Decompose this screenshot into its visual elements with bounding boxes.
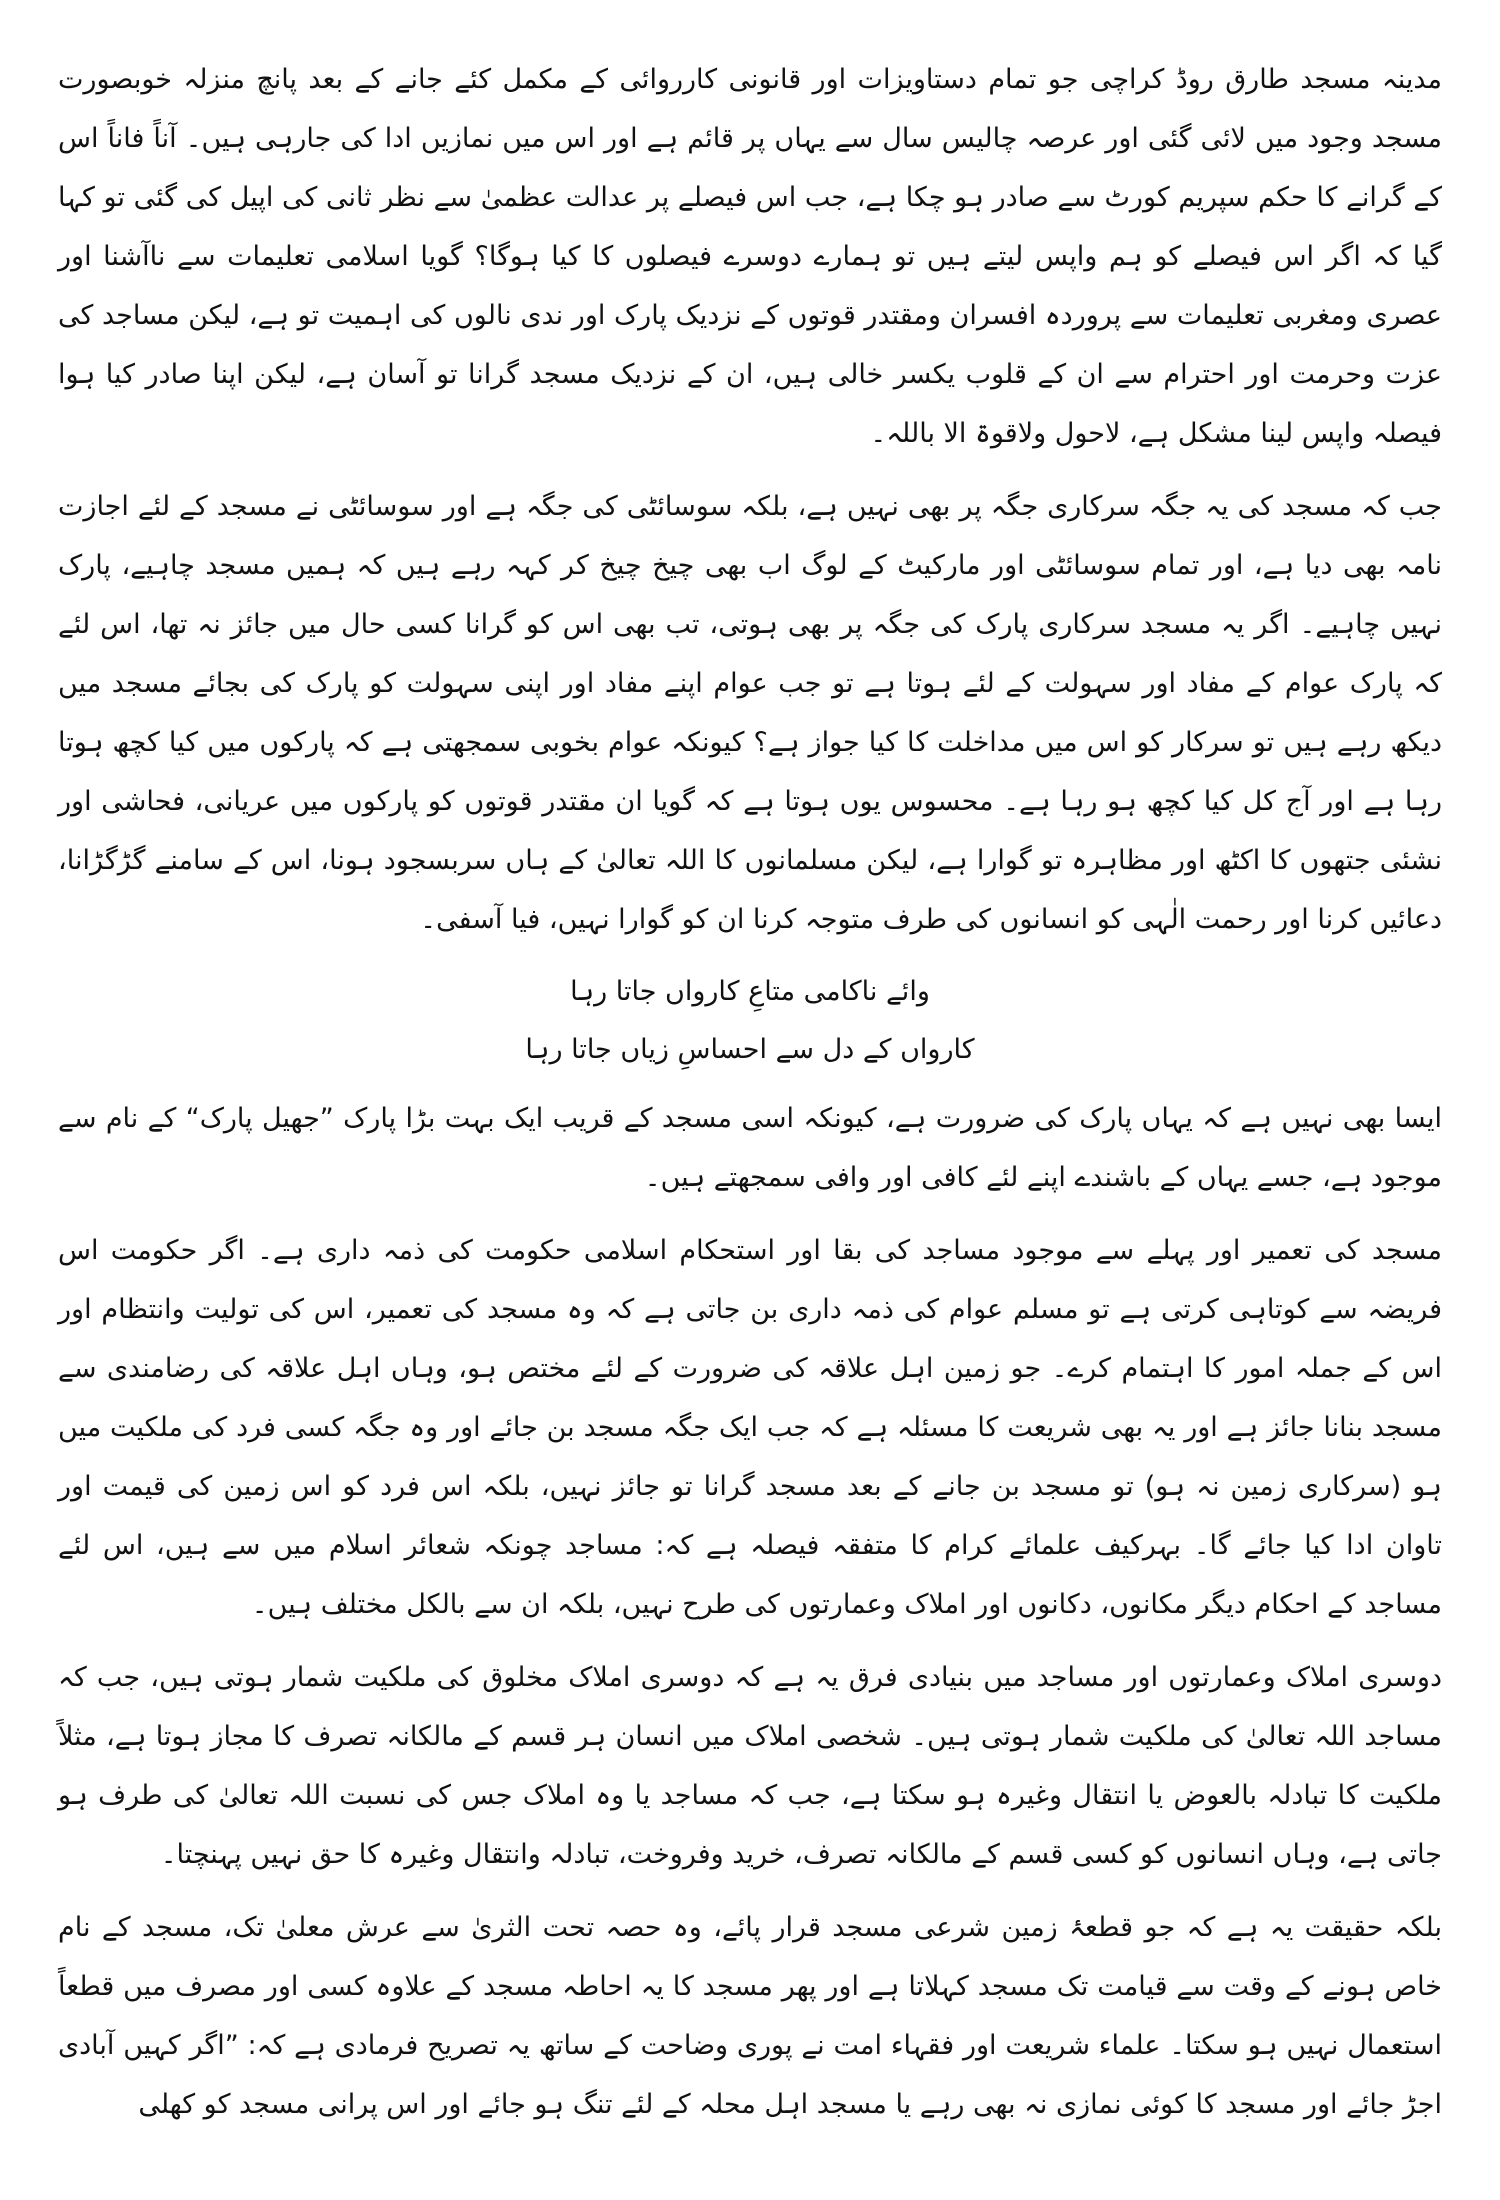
paragraph-jheel-park: ایسا بھی نہیں ہے کہ یہاں پارک کی ضرورت ہے، کیونکہ اسی مسجد کے قریب ایک بہت بڑا پارک ”جھیل پارک“ کے نام سے موجود ہے، جسے یہاں کے باشندے اپنے لئے کافی اور وافی سمجھتے ہیں۔ [58,1103,1442,1193]
verse-line-2: کارواں کے دل سے احساسِ زیاں جاتا رہا [525,1034,975,1065]
paragraph-society-land: جب کہ مسجد کی یہ جگہ سرکاری جگہ پر بھی نہیں ہے، بلکہ سوسائٹی کی جگہ ہے اور سوسائٹی نے مسجد کے لئے اجازت نامہ بھی دیا ہے، اور تمام سوسائٹی اور مارکیٹ کے لوگ اب بھی چیخ چیخ کر کہہ رہے ہیں کہ ہمیں مسجد چاہیے، پارک نہیں چاہیے۔ اگر یہ مسجد سرکاری پارک کی جگہ پر بھی ہوتی، تب بھی اس کو گرانا کسی حال میں جائز نہ تھا، اس لئے کہ پارک عوام کے مفاد اور سہولت کے لئے ہوتا ہے تو جب عوام اپنے مفاد اور اپنی سہولت کو پارک کی بجائے مسجد میں دیکھ رہے ہیں تو سرکار کو اس میں مداخلت کا کیا جواز ہے؟ کیونکہ عوام بخوبی سمجھتی ہے کہ پارکوں میں کیا کچھ ہوتا رہا ہے اور آج کل کیا کچھ ہو رہا ہے۔ محسوس یوں ہوتا ہے کہ گویا ان مقتدر قوتوں کو پارکوں میں عریانی، فحاشی اور نشئی جتھوں کا اکٹھ اور مظاہرہ تو گوارا ہے، لیکن مسلمانوں کا اللہ تعالیٰ کے ہاں سربسجود ہونا، اس کے سامنے گڑگڑانا، دعائیں کرنا اور رحمت الٰہی کو انسانوں کی طرف متوجہ کرنا ان کو گوارا نہیں، فیا آسفی۔ [58,491,1442,935]
paragraph-masjid-until-qiyamat: بلکہ حقیقت یہ ہے کہ جو قطعۂ زمین شرعی مسجد قرار پائے، وہ حصہ تحت الثریٰ سے عرش معلیٰ تک، مسجد کے نام خاص ہونے کے وقت سے قیامت تک مسجد کہلاتا ہے اور پھر مسجد کا یہ احاطہ مسجد کے علاوہ کسی اور مصرف میں قطعاً استعمال نہیں ہو سکتا۔ علماء شریعت اور فقہاء امت نے پوری وضاحت کے ساتھ یہ تصریح فرمادی ہے کہ: ”اگر کہیں آبادی اجڑ جائے اور مسجد کا کوئی نمازی نہ بھی رہے یا مسجد اہل محلہ کے لئے تنگ ہو جائے اور اس پرانی مسجد کو کھلی [58,1912,1442,2120]
verse-line-1: وائے ناکامی متاعِ کارواں جاتا رہا [570,976,930,1007]
paragraph-masjid-construction: مسجد کی تعمیر اور پہلے سے موجود مساجد کی بقا اور استحکام اسلامی حکومت کی ذمہ داری ہے۔ اگر حکومت اس فریضہ سے کوتاہی کرتی ہے تو مسلم عوام کی ذمہ داری بن جاتی ہے کہ وہ مسجد کی تعمیر، اس کی تولیت وانتظام اور اس کے جملہ امور کا اہتمام کرے۔ جو زمین اہل علاقہ کی ضرورت کے لئے مختص ہو، وہاں اہل علاقہ کی رضامندی سے مسجد بنانا جائز ہے اور یہ بھی شریعت کا مسئلہ ہے کہ جب ایک جگہ مسجد بن جائے اور وہ جگہ کسی فرد کی ملکیت میں ہو (سرکاری زمین نہ ہو) تو مسجد بن جانے کے بعد مسجد گرانا تو جائز نہیں، بلکہ اس فرد کو اس زمین کی قیمت اور تاوان ادا کیا جائے گا۔ بہرکیف علمائے کرام کا متفقہ فیصلہ ہے کہ: مساجد چونکہ شعائر اسلام میں سے ہیں، اس لئے مساجد کے احکام دیگر مکانوں، دکانوں اور املاک وعمارتوں کی طرح نہیں، بلکہ ان سے بالکل مختلف ہیں۔ [58,1235,1442,1620]
paragraph-madina-masjid: مدینہ مسجد طارق روڈ کراچی جو تمام دستاویزات اور قانونی کارروائی کے مکمل کئے جانے کے بعد پانچ منزلہ خوبصورت مسجد وجود میں لائی گئی اور عرصہ چالیس سال سے یہاں پر قائم ہے اور اس میں نمازیں ادا کی جارہی ہیں۔ آناً فاناً اس کے گرانے کا حکم سپریم کورٹ سے صادر ہو چکا ہے، جب اس فیصلے پر عدالت عظمیٰ سے نظر ثانی کی اپیل کی گئی تو کہا گیا کہ اگر اس فیصلے کو ہم واپس لیتے ہیں تو ہمارے دوسرے فیصلوں کا کیا ہوگا؟ گویا اسلامی تعلیمات سے ناآشنا اور عصری ومغربی تعلیمات سے پروردہ افسران ومقتدر قوتوں کے نزدیک پارک اور ندی نالوں کی اہمیت تو ہے، لیکن مساجد کی عزت وحرمت اور احترام سے ان کے قلوب یکسر خالی ہیں، ان کے نزدیک مسجد گرانا تو آسان ہے، لیکن اپنا صادر کیا ہوا فیصلہ واپس لینا مشکل ہے، لاحول ولاقوۃ الا باللہ۔ [58,64,1442,449]
verse-couplet [58,963,1442,1079]
paragraph-property-difference: دوسری املاک وعمارتوں اور مساجد میں بنیادی فرق یہ ہے کہ دوسری املاک مخلوق کی ملکیت شمار ہوتی ہیں، جب کہ مساجد اللہ تعالیٰ کی ملکیت شمار ہوتی ہیں۔ شخصی املاک میں انسان ہر قسم کے مالکانہ تصرف کا مجاز ہوتا ہے، مثلاً ملکیت کا تبادلہ بالعوض یا انتقال وغیرہ ہو سکتا ہے، جب کہ مساجد یا وہ املاک جس کی نسبت اللہ تعالیٰ کی طرف ہو جاتی ہے، وہاں انسانوں کو کسی قسم کے مالکانہ تصرف، خرید وفروخت، تبادلہ وانتقال وغیرہ کا حق نہیں پہنچتا۔ [58,1662,1442,1870]
